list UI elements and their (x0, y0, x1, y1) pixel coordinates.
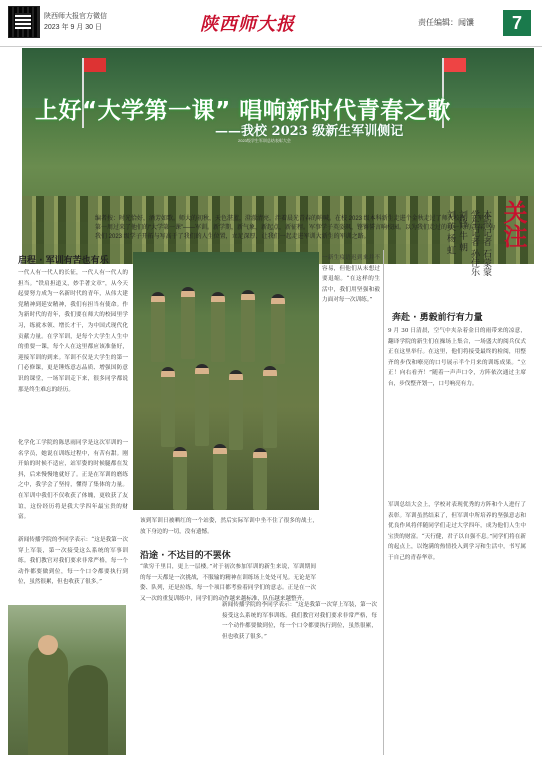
left-body-2: 化学化工学院的陈思雨同学是这次军训的一名学员，她说在训练过程中，有苦有甜。刚开始的时候不适应，站军姿的时候腿都在发抖，后来慢慢地就好了。正是在军训的磨练之中，我学会了坚持，懂得了集体的力量。在军训中我们不仅收获了体魄，更收获了友谊，这份经历将是我大学四年最宝贵的财富。 (18, 440, 128, 521)
focus-label: 关注 (499, 200, 528, 248)
marching-photo (133, 252, 319, 510)
byline-line2: 学生记者 孙佳乐 (469, 210, 479, 276)
middle-top-body: 一新生寝语迟到来并不容易，但他们从未想过要退缩。“在这样的生活中，我们用坚强和毅力面对每一次训练。” (322, 255, 380, 304)
middle-body: “欲穷千里目，更上一层楼。”对于初次参加军训的新生来说，军训期间的每一天都是一次挑战，不服输的精神在训练场上处处可见。无论是军姿、队列，还是拉练，每一个项目都考验着同学们的意志。正是在一次又一次的重复训练中，同学们的动作越来越标准，队伍越来越整齐。 (140, 564, 316, 602)
byline-line3: 刘锋 牛 朝 (457, 210, 467, 252)
column-divider (383, 250, 384, 755)
subheadline: ——我校 2023 级新生军训侧记 (215, 124, 404, 139)
right-body: 9 月 30 日清晨，空气中夹杂着金日的雨带来的凉意，翻译学院的新生们在操场上集合，一场盛大的阅兵仪式正在这里举行。在这里，他们将接受最终的检阅，用整齐的步伐和嘹亮的口号展示半个月来的训练成果。“立正！向右看齐！”随着一声声口令，方阵依次通过主席台，步伐整齐划一，口号响亮有力。 (388, 328, 526, 387)
masthead: 陕西师大报 (200, 14, 295, 35)
headline: 上好“大学第一课” 唱响新时代青春之歌 (35, 98, 451, 124)
editor-credit: 责任编辑：闻馕 (418, 18, 474, 27)
section-title-right: 奔赴 · 勇毅前行有力量 (392, 313, 483, 323)
byline-line1: 本报记者 石蒙蒙 (481, 210, 491, 276)
middle-photo-caption: 该到军训日被晒红的一个站姿，然后实际军训中坐不住了很多的战士，放下身边的一切，没有遗憾。 (140, 518, 318, 535)
issue-date: 2023 年 9 月 30 日 (44, 24, 102, 31)
qr-code-icon[interactable] (8, 6, 40, 38)
page-header (0, 0, 542, 47)
flag-icon (444, 58, 466, 72)
left-body-3: 新闻传播学院的李同学表示：“这是我第一次穿上军装，第一次接受这么系统的军事训练。我们教官对我们要求非常严格，每一个动作都要做到位，每一个口令都要执行到位，虽然很累，但也收获了很多。” (18, 537, 128, 586)
training-photo-small (8, 605, 126, 755)
middle-lower-body: 新闻传播学院的李同学表示：“这是我第一次穿上军装，第一次接受这么系统的军事训练。我们教官对我们要求非常严格，每一个动作都要做到位，每一个口令都要执行到位，虽然很累，但也收获了很多。” (222, 602, 377, 640)
flag-icon (84, 58, 106, 72)
section-title-middle: 沿途 · 不达目的不罢休 (140, 551, 231, 561)
left-body: 一代人有一代人的长征，一代人有一代人的担当。“铁肩担道义，妙手著文章”，从今天起要努力成为一名新时代的青年，从伟大建党精神到延安精神，我们有担当有使命。作为新时代的青年，我们要在师大的校园里学习，练就本领、增长才干，为中国式现代化贡献力量。在学军训，是每个大学生人生中的重要一课，每个人在这里都应该准备好，迎接军训的到来。军训不仅是大学生的第一门必修课，更是锤炼意志品质、增强国防意识的课堂，一场军训走下来，很多同学都说那是终生难忘的经历。 (18, 270, 128, 393)
page-number: 7 (503, 10, 531, 36)
editor-note: 编者按：时光恰好，酒芳如歌。师大的初秋，天色湛蓝，澄澈清亮，泮着晨光青春的呐喊。在校 2023 级本科新生走进个金秋走过了师大校园，在军营第一周过来了他们的“大学第一课”——军训。新学期，新气象，新起点，新征程。军事学子英姿飒，铿锵誓言响校园。以为我们走过的每一人的青春，为我们 2023 级学子开拓与写高于了我们的人生位置，立足深厚，让我们一起走进军训大新生的军训之路。 (95, 216, 495, 240)
wechat-title: 陕西师大报官方微信 (44, 13, 107, 20)
hero-banner-text: 2023级学生军训总结表彰大会 (238, 138, 291, 143)
byline-line4: 刘 英 杨 虹 (445, 210, 455, 255)
right-body-2: 军训总结大会上，学校对表现优秀的方阵和个人进行了表彰。军训虽然结束了，但军训中所培养的坚强意志和优良作风将伴随同学们走过大学四年，成为他们人生中宝贵的财富。“天行健，君子以自强不息。”同学们将在新的起点上，以饱满的热情投入到学习和生活中，书写属于自己的青春华章。 (388, 502, 526, 561)
section-title-left: 启程 · 军训有苦也有乐 (18, 256, 109, 266)
